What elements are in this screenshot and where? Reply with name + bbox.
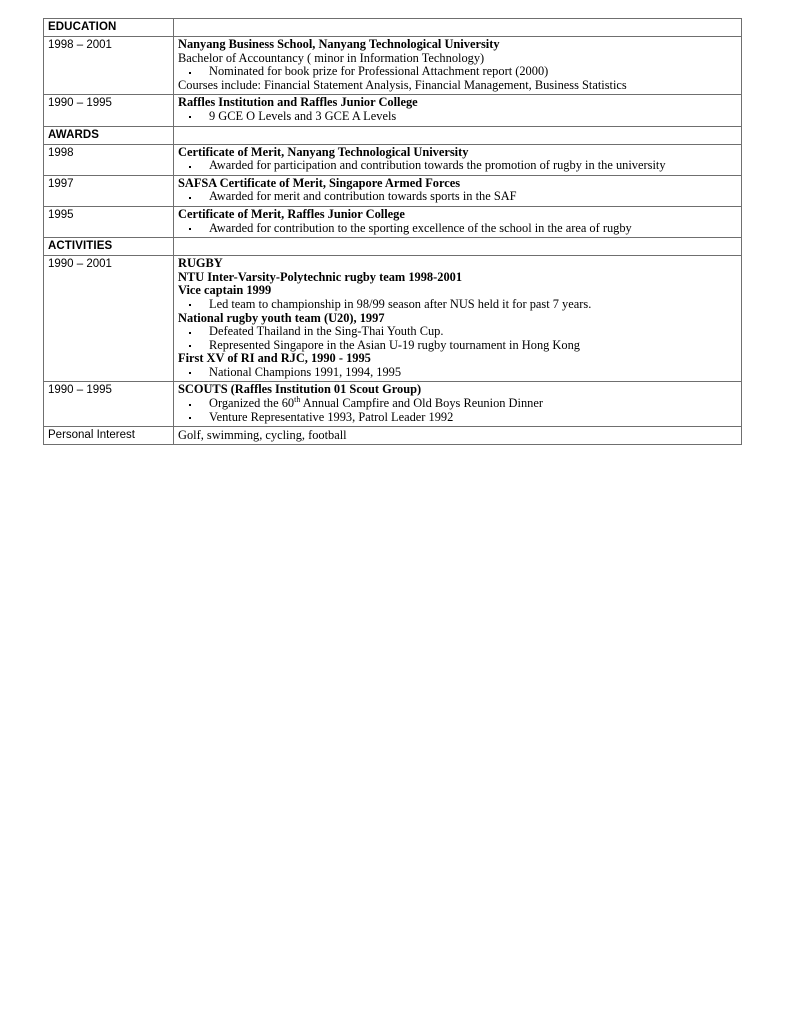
table-row	[44, 37, 742, 95]
ordinal-suffix: th	[294, 394, 301, 404]
detail-heading: Nanyang Business School, Nanyang Technological University	[178, 37, 500, 51]
detail-heading: Certificate of Merit, Nanyang Technological University	[178, 144, 469, 159]
row-details	[174, 206, 742, 237]
row-details	[174, 256, 742, 382]
row-period: 1997	[44, 175, 174, 206]
detail-bullet: Represented Singapore in the Asian U-19 rugby tournament in Hong Kong	[178, 339, 737, 353]
table-row	[44, 427, 742, 445]
row-details	[174, 175, 742, 206]
row-period: 1998	[44, 144, 174, 175]
bullet-text-post: Annual Campfire and Old Boys Reunion Dinner	[300, 396, 543, 411]
row-period: 1995	[44, 206, 174, 237]
row-period: 1990 – 1995	[44, 95, 174, 126]
table-row	[44, 382, 742, 427]
detail-line: Bachelor of Accountancy ( minor in Information Technology)	[178, 50, 485, 65]
section-header-row	[44, 19, 742, 37]
detail-bullet: Nominated for book prize for Professional Attachment report (2000)	[178, 65, 737, 79]
detail-bullet: Awarded for contribution to the sporting excellence of the school in the area of rugby	[178, 222, 737, 236]
detail-heading: National rugby youth team (U20), 1997	[178, 310, 385, 325]
table-row	[44, 144, 742, 175]
row-details	[174, 382, 742, 427]
section-header-row	[44, 238, 742, 256]
section-header-row	[44, 126, 742, 144]
row-period: 1998 – 2001	[44, 37, 174, 95]
resume-table-body	[44, 19, 742, 445]
table-row	[44, 95, 742, 126]
row-details	[174, 95, 742, 126]
detail-bullet: Led team to championship in 98/99 season after NUS held it for past 7 years.	[178, 298, 737, 312]
resume-table	[43, 18, 742, 445]
detail-bullet-ordinal	[178, 394, 737, 411]
table-row	[44, 206, 742, 237]
section-heading-activities: ACTIVITIES	[44, 238, 174, 256]
section-heading-education: EDUCATION	[44, 19, 174, 37]
detail-bullet: Venture Representative 1993, Patrol Leader 1992	[178, 411, 737, 425]
detail-line: Courses include: Financial Statement Analysis, Financial Management, Business Statistics	[178, 77, 627, 92]
row-period: 1990 – 2001	[44, 256, 174, 382]
section-heading-spacer	[174, 19, 742, 37]
section-heading-spacer	[174, 238, 742, 256]
detail-bullet: National Champions 1991, 1994, 1995	[178, 366, 737, 380]
detail-bullet: 9 GCE O Levels and 3 GCE A Levels	[178, 110, 737, 124]
row-label-personal-interest: Personal Interest	[44, 427, 174, 445]
detail-heading: SCOUTS (Raffles Institution 01 Scout Group)	[178, 382, 422, 397]
table-row	[44, 175, 742, 206]
detail-bullet: Defeated Thailand in the Sing-Thai Youth Cup.	[178, 325, 737, 339]
detail-heading: Raffles Institution and Raffles Junior College	[178, 95, 418, 110]
detail-heading: SAFSA Certificate of Merit, Singapore Armed Forces	[178, 175, 461, 190]
detail-bullet: Awarded for participation and contribution towards the promotion of rugby in the university	[178, 159, 737, 173]
row-details	[174, 37, 742, 95]
detail-heading: Vice captain 1999	[178, 283, 272, 298]
detail-heading: Certificate of Merit, Raffles Junior College	[178, 206, 405, 221]
row-period: 1990 – 1995	[44, 382, 174, 427]
detail-heading: RUGBY	[178, 256, 223, 271]
bullet-text-pre: Organized the 60	[209, 396, 295, 411]
detail-heading: NTU Inter-Varsity-Polytechnic rugby team 1998-2001	[178, 269, 463, 284]
section-heading-spacer	[174, 126, 742, 144]
detail-heading: First XV of RI and RJC, 1990 - 1995	[178, 351, 371, 366]
table-row	[44, 256, 742, 382]
detail-bullet: Awarded for merit and contribution towards sports in the SAF	[178, 190, 737, 204]
section-heading-awards: AWARDS	[44, 126, 174, 144]
row-details	[174, 144, 742, 175]
row-details: Golf, swimming, cycling, football	[174, 427, 742, 445]
